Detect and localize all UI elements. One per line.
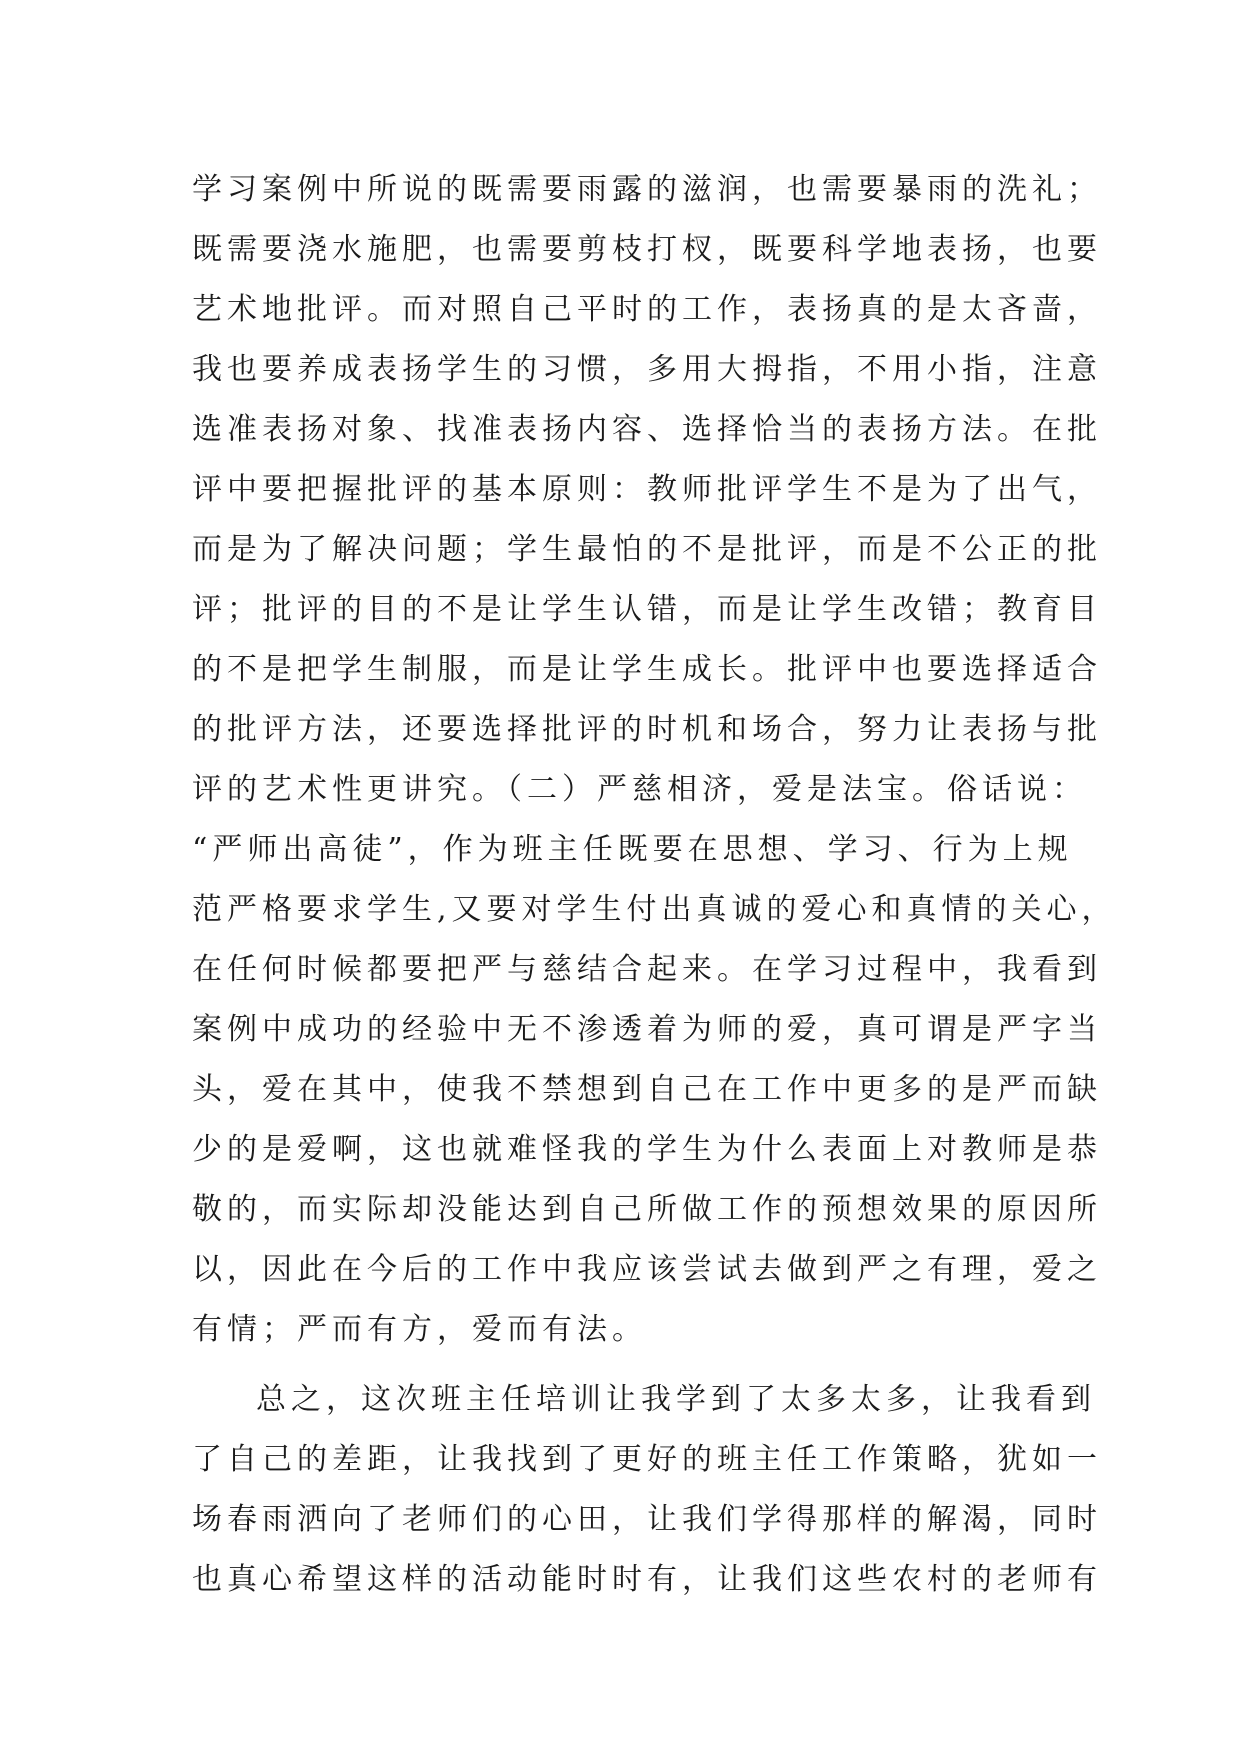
text-line: 评的艺术性更讲究。（二）严慈相济，爱是法宝。俗话说： [192, 772, 1087, 807]
text-line: 评；批评的目的不是让学生认错，而是让学生改错；教育目 [192, 592, 1102, 627]
text-line: 总之，这次班主任培训让我学到了太多太多，让我看到 [256, 1382, 1096, 1417]
paragraph-2 [192, 1370, 1102, 1610]
text-line: 场春雨洒向了老师们的心田，让我们学得那样的解渴，同时 [192, 1502, 1102, 1537]
text-line: 在任何时候都要把严与慈结合起来。在学习过程中，我看到 [192, 952, 1102, 987]
text-line: 头，爱在其中，使我不禁想到自己在工作中更多的是严而缺 [192, 1072, 1102, 1107]
text-line: 学习案例中所说的既需要雨露的滋润，也需要暴雨的洗礼； [192, 172, 1102, 207]
text-line: 了自己的差距，让我找到了更好的班主任工作策略，犹如一 [192, 1442, 1102, 1477]
text-line: 既需要浇水施肥，也需要剪枝打杈，既要科学地表扬，也要 [192, 232, 1102, 267]
document-body [192, 160, 1117, 1610]
text-line: 艺术地批评。而对照自己平时的工作，表扬真的是太吝啬， [192, 292, 1102, 327]
text-line: 有情；严而有方，爱而有法。 [192, 1312, 647, 1347]
text-line: 以，因此在今后的工作中我应该尝试去做到严之有理，爱之 [192, 1252, 1102, 1287]
text-line: 的批评方法，还要选择批评的时机和场合，努力让表扬与批 [192, 712, 1102, 747]
text-line: 少的是爱啊，这也就难怪我的学生为什么表面上对教师是恭 [192, 1132, 1102, 1167]
text-line: 评中要把握批评的基本原则：教师批评学生不是为了出气， [192, 472, 1102, 507]
text-line: 范严格要求学生,又要对学生付出真诚的爱心和真情的关心， [192, 892, 1117, 927]
text-line: 也真心希望这样的活动能时时有，让我们这些农村的老师有 [192, 1562, 1102, 1597]
text-line: 选准表扬对象、找准表扬内容、选择恰当的表扬方法。在批 [192, 412, 1102, 447]
text-line: 案例中成功的经验中无不渗透着为师的爱，真可谓是严字当 [192, 1012, 1102, 1047]
text-line: 的不是把学生制服，而是让学生成长。批评中也要选择适合 [192, 652, 1102, 687]
text-line: 而是为了解决问题；学生最怕的不是批评，而是不公正的批 [192, 532, 1102, 567]
paragraph-1 [192, 160, 1117, 1360]
text-line: 我也要养成表扬学生的习惯，多用大拇指，不用小指，注意 [192, 352, 1102, 387]
text-line: 敬的，而实际却没能达到自己所做工作的预想效果的原因所 [192, 1192, 1102, 1227]
text-line: “严师出高徒”，作为班主任既要在思想、学习、行为上规 [192, 832, 1073, 867]
